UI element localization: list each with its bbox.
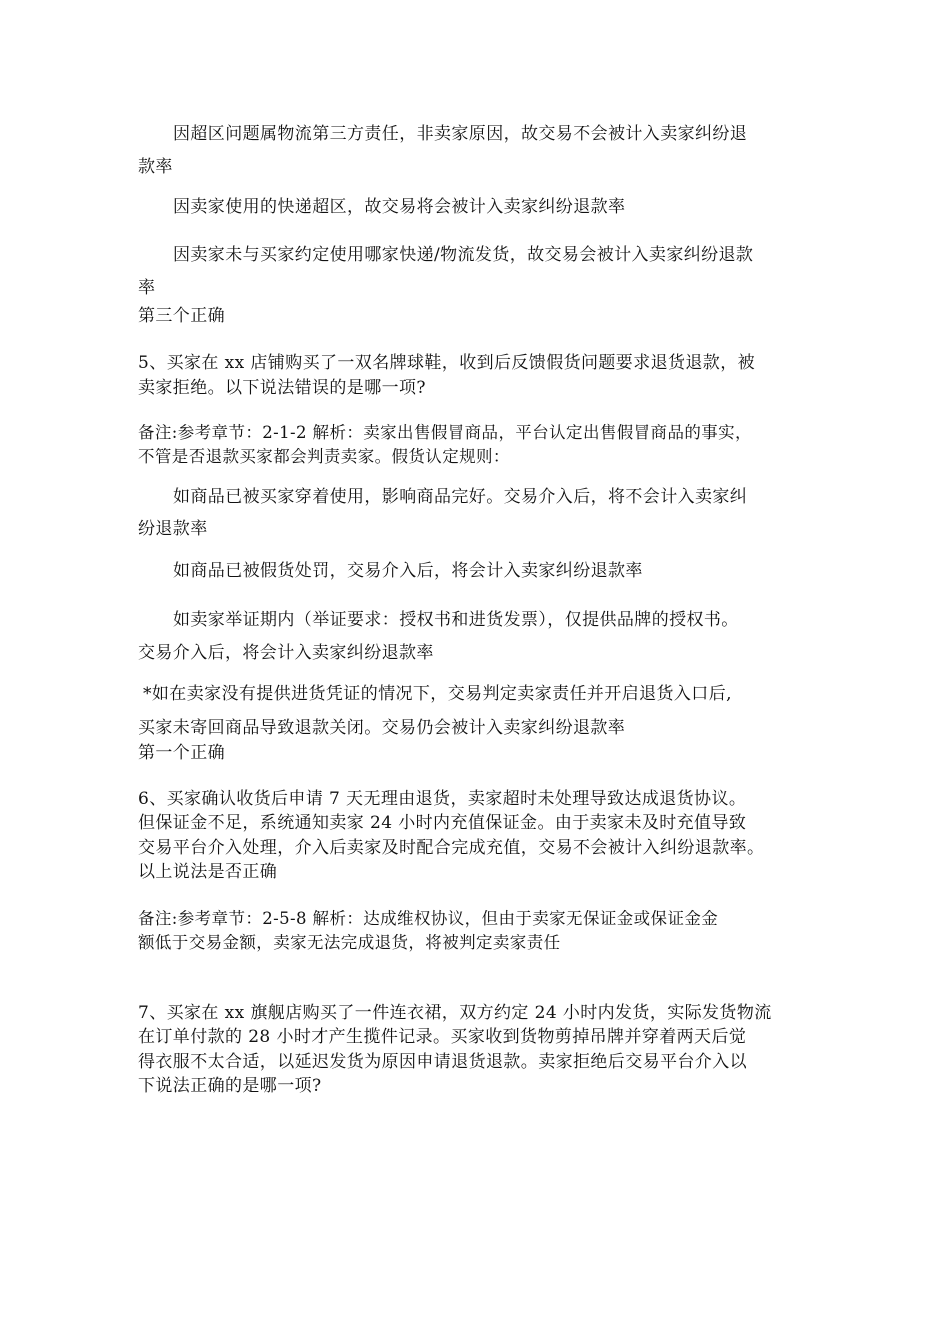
q5-question-line-1: 5、买家在 xx 店铺购买了一双名牌球鞋，收到后反馈假货问题要求退货退款，被 xyxy=(138,353,755,373)
q4-option-1-line-1: 因超区问题属物流第三方责任，非卖家原因，故交易不会被计入卖家纠纷退 xyxy=(173,124,748,144)
q5-option-4-line-2: 买家未寄回商品导致退款关闭。交易仍会被计入卖家纠纷退款率 xyxy=(138,718,626,738)
q5-option-4-line-1: *如在卖家没有提供进货凭证的情况下，交易判定卖家责任并开启退货入口后, xyxy=(143,684,732,704)
q6-note-line-2: 额低于交易金额，卖家无法完成退货，将被判定卖家责任 xyxy=(138,933,561,952)
q4-answer: 第三个正确 xyxy=(138,306,225,326)
q5-answer: 第一个正确 xyxy=(138,743,225,763)
q7-question-line-4: 下说法正确的是哪一项? xyxy=(138,1076,322,1096)
q5-option-1-line-2: 纷退款率 xyxy=(138,519,208,539)
q7-question-line-2: 在订单付款的 28 小时才产生揽件记录。买家收到货物剪掉吊牌并穿着两天后觉 xyxy=(138,1027,747,1047)
q7-question-line-3: 得衣服不太合适，以延迟发货为原因申请退货退款。卖家拒绝后交易平台介入以 xyxy=(138,1052,747,1072)
q6-question-line-1: 6、买家确认收货后申请 7 天无理由退货，卖家超时未处理导致达成退货协议。 xyxy=(138,789,747,809)
q4-option-3-line-2: 率 xyxy=(138,278,156,298)
q6-question-line-4: 以上说法是否正确 xyxy=(138,862,278,882)
q5-option-3-line-1: 如卖家举证期内（举证要求：授权书和进货发票），仅提供品牌的授权书。 xyxy=(173,610,739,630)
q5-option-1-line-1: 如商品已被买家穿着使用，影响商品完好。交易介入后，将不会计入卖家纠 xyxy=(173,487,748,507)
q4-option-2: 因卖家使用的快递超区，故交易将会被计入卖家纠纷退款率 xyxy=(173,197,626,217)
q6-question-line-3: 交易平台介入处理，介入后卖家及时配合完成充值，交易不会被计入纠纷退款率。 xyxy=(138,838,765,858)
q5-note-line-1: 备注:参考章节：2-1-2 解析：卖家出售假冒商品，平台认定出售假冒商品的事实， xyxy=(138,423,752,442)
q5-note-line-2: 不管是否退款买家都会判责卖家。假货认定规则： xyxy=(138,447,510,466)
q5-question-line-2: 卖家拒绝。以下说法错误的是哪一项? xyxy=(138,378,426,398)
q5-option-2: 如商品已被假货处罚，交易介入后，将会计入卖家纠纷退款率 xyxy=(173,561,643,581)
q4-option-3-line-1: 因卖家未与买家约定使用哪家快递/物流发货，故交易会被计入卖家纠纷退款 xyxy=(173,245,754,265)
q6-question-line-2: 但保证金不足，系统通知卖家 24 小时内充值保证金。由于卖家未及时充值导致 xyxy=(138,813,747,833)
q4-option-1-line-2: 款率 xyxy=(138,157,173,177)
q7-question-line-1: 7、买家在 xx 旗舰店购买了一件连衣裙，双方约定 24 小时内发货，实际发货物流 xyxy=(138,1003,772,1023)
q5-option-3-line-2: 交易介入后，将会计入卖家纠纷退款率 xyxy=(138,643,434,663)
q6-note-line-1: 备注:参考章节：2-5-8 解析：达成维权协议，但由于卖家无保证金或保证金金 xyxy=(138,909,719,928)
